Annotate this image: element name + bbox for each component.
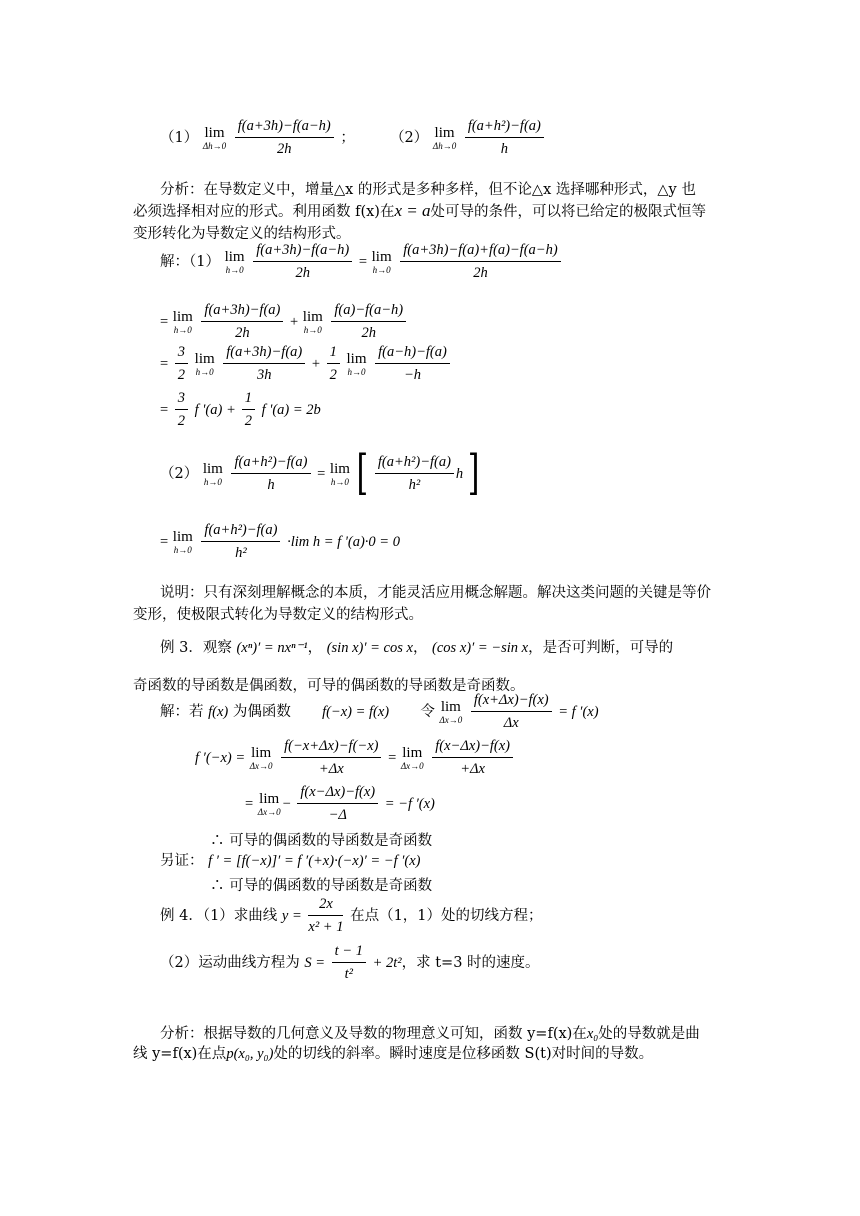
problem-line xyxy=(160,118,546,158)
analysis-line-2: 必须选择相对应的形式。利用函数 f(x)在x = a处可导的条件，可以将已给定的极限式恒等 xyxy=(133,201,706,220)
analysis-line-3: 变形转化为导数定义的结构形式。 xyxy=(133,226,351,242)
note-line-1: 说明：只有深刻理解概念的本质，才能灵活应用概念解题。解决这类问题的关键是等价 xyxy=(160,585,711,601)
example-4-line-1: 例 4．（1）求曲线 y = $\frac{2x}{\text{x² + 1}}$ 在点（1，1）处的切线方程； xyxy=(160,896,543,935)
limit-op: lim Δh→0 xyxy=(432,124,457,151)
example-3-alt-proof: 另证： f ′ = [f(−x)]′ = f ′(+x)·(−x)′ = −f ′(x) xyxy=(160,853,421,869)
example-3-line-2: 奇函数的导函数是偶函数，可导的偶函数的导函数是奇函数。 xyxy=(133,678,525,694)
example-4-line-2: （2）运动曲线方程为 S = $\frac{t - 1}{\text{t²}}$ + 2t²，求 t=3 时的速度。 xyxy=(160,943,540,982)
example-3-solution-3: = lim Δx→0 − $\frac{f(x-\Delta x)-f(x)}{-\Delta}$ = −f ′(x) xyxy=(245,784,435,823)
solution-1-line-3: = $\frac{3}{2}$ lim h→0 $\frac{f(a+3h)-f(a)}{3h}$ + $\frac{1}{2}$ lim h→0 $\frac{f(a-h)-f(a)}{-h}$ xyxy=(160,344,452,384)
fraction: $\frac{f(a+3h)-f(a-h)}{2h}$ xyxy=(235,118,334,158)
limit-op: lim Δh→0 xyxy=(202,124,227,151)
example-3-solution-1: 解：若 f(x) 为偶函数 f(−x) = f(x) 令 lim Δx→0 $\frac{f(x+\Delta x)-f(x)}{\Delta x}$ = f ′(x) xyxy=(160,692,599,731)
example-3-solution-2: f ′(−x) = lim Δx→0 $\frac{f(-x+\Delta x)-f(-x)}{+\Delta x}$ = lim Δx→0 $\frac{f(x-\Delta x)-f(x)}{+\Delta x}$ xyxy=(195,738,515,778)
solution-1-line-2: = lim h→0 $\frac{f(a+3h)-f(a)}{2h}$ + lim h→0 $\frac{f(a)-f(a-h)}{2h}$ xyxy=(160,302,408,342)
example-3-line-1: 例 3．观察 (xⁿ)′ = nxⁿ⁻¹， (sin x)′ = cos x， (cos x)′ = −sin x，是否可判断，可导的 xyxy=(160,640,674,656)
solution-1-line-4: = $\frac{3}{2}$ f '(a) + $\frac{1}{2}$ f '(a) = 2b xyxy=(160,390,321,429)
solution-2-line-1: （2） lim h→0 $\frac{\text{f(a+h²)−f(a)}}{h}$ = lim h→0 [ $\frac{\text{f(a+h²)−f(a)}}{\text{h²}}$ h ] xyxy=(160,445,480,502)
separator: ； xyxy=(340,130,355,146)
label-2: （2） xyxy=(390,130,429,146)
solution-2-line-2: = lim h→0 $\frac{\text{f(a+h²)−f(a)}}{\text{h²}}$ ·lim h = f '(a)·0 = 0 xyxy=(160,522,400,561)
fraction: $\frac{\text{f(a+h²)−f(a)}}{h}$ xyxy=(465,118,544,158)
example-4-analysis-1: 分析：根据导数的几何意义及导数的物理意义可知，函数 y=f(x)在x₀处的导数就是曲 xyxy=(160,1026,700,1042)
example-3-conclusion-2: ∴ 可导的偶函数的导函数是奇函数 xyxy=(210,878,433,894)
example-4-analysis-2: 线 y=f(x)在点p(x₀, y₀)处的切线的斜率。瞬时速度是位移函数 S(t)对时间的导数。 xyxy=(133,1046,654,1062)
label-1: （1） xyxy=(160,130,199,146)
analysis-line-1: 分析：在导数定义中，增量△x 的形式是多种多样，但不论△x 选择哪种形式，△y 也 xyxy=(160,182,696,198)
example-3-conclusion-1: ∴ 可导的偶函数的导函数是奇函数 xyxy=(210,833,433,849)
note-line-2: 变形，使极限式转化为导数定义的结构形式。 xyxy=(133,607,423,623)
solution-1-line-1: 解：（1） lim h→0 $\frac{f(a+3h)-f(a-h)}{2h}$ = lim h→0 $\frac{f(a+3h)-f(a)+f(a)-f(a-h)}{2h}$ xyxy=(160,242,563,282)
